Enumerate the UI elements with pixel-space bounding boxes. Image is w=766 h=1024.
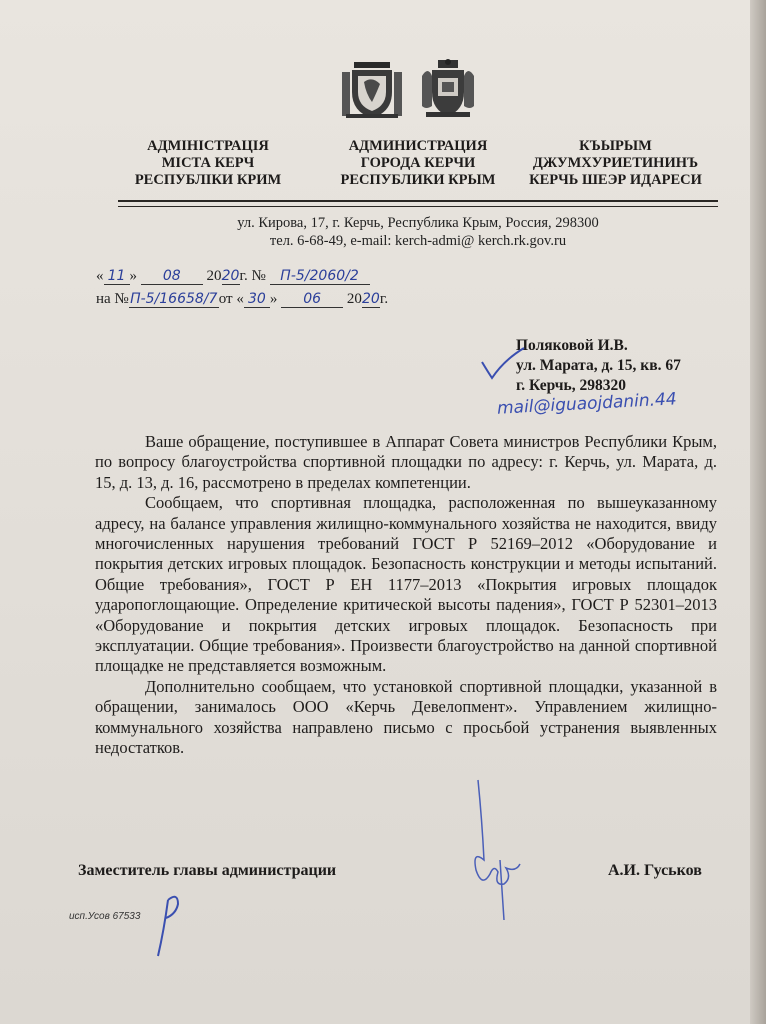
executor-initial-icon	[158, 897, 178, 956]
header-divider-thin	[118, 206, 718, 207]
header-crh-line: ДЖУМХУРИЕТИНИНЪ	[532, 155, 699, 171]
year-prefix: 20	[206, 268, 222, 284]
quote-close: »	[129, 268, 137, 284]
reference-line	[96, 291, 388, 308]
reference-number: П-5/16658/7	[130, 291, 218, 307]
recipient-city: г. Керчь, 298320	[516, 377, 626, 394]
quote-open: «	[96, 268, 104, 284]
header-ru-line: ГОРОДА КЕРЧИ	[360, 155, 476, 171]
header-uk-line: АДМІНІСТРАЦІЯ	[147, 138, 269, 154]
outgoing-month: 08	[141, 268, 203, 285]
header-ukrainian	[118, 138, 298, 189]
paper-edge	[750, 0, 766, 1024]
outgoing-number: П-5/2060/2	[270, 268, 370, 285]
executor-note: исп.Усов 67533	[69, 911, 141, 922]
header-uk-line: РЕСПУБЛІКИ КРИМ	[134, 172, 282, 188]
body-paragraph: Ваше обращение, поступившее в Аппарат Совета министров Республики Крым, по вопросу благоустройства спортивной площадки по адресу: г. Керчь, ул. Марата, д. 15, д. 13, д. 16, рассмотрено в пределах компетенции.	[95, 432, 717, 492]
body-paragraph: Дополнительно сообщаем, что установкой спортивной площадки, указанной в обращении, занималось ООО «Керчь Девелопмент». Управлением жилищно-коммунального хозяйства направлено письмо с просьбой устранения выявленных недостатков.	[95, 676, 717, 758]
reference-month: 06	[281, 291, 343, 308]
ref-prefix: на №	[96, 291, 129, 307]
signatory-name: А.И. Гуськов	[608, 862, 702, 879]
header-crh-line: КЕРЧЬ ШЕЭР ИДАРЕСИ	[529, 172, 702, 188]
kerch-coat-of-arms-icon	[418, 58, 478, 120]
recipient-street: ул. Марата, д. 15, кв. 67	[516, 357, 681, 374]
crimea-coat-of-arms-icon	[340, 58, 404, 120]
year-tail: г. №	[239, 268, 266, 284]
reference-day: 30	[244, 291, 270, 308]
header-crimean-tatar	[508, 138, 723, 189]
header-russian	[318, 138, 518, 189]
header-ru-line: РЕСПУБЛИКИ КРЫМ	[340, 172, 496, 188]
signature-icon	[475, 780, 520, 920]
outgoing-date-line	[96, 268, 370, 285]
recipient-email-handwritten: mail@iguaojdanin.44	[496, 389, 678, 419]
contact-line: тел. 6-68-49, e-mail: kerch-admi@ kerch.rk.gov.ru	[269, 233, 567, 249]
header-divider-thick	[118, 200, 718, 202]
ref-from: от «	[218, 291, 244, 307]
body-paragraph: Сообщаем, что спортивная площадка, расположенная по вышеуказанному адресу, на балансе управления жилищно-коммунального хозяйства не находится, ввиду многочисленных нарушения требований ГОСТ Р 52169–2012 «Оборудование и покрытия детских игровых площадок. Безопасность конструкции и методы испытаний. Общие требования», ГОСТ Р ЕН 1177–2013 «Покрытия игровых площадок ударопоглощающие. Определение критической высоты падения», ГОСТ Р 52301–2013 «Оборудование и покрытия детских игровых площадок. Безопасность при эксплуатации. Общие требования». Произвести благоустройство на данной спортивной площадке не представляется возможным.	[95, 493, 717, 676]
outgoing-day: 11	[104, 268, 130, 285]
header-ru-line: АДМИНИСТРАЦИЯ	[348, 138, 488, 154]
header-uk-line: МІСТА КЕРЧ	[161, 155, 255, 171]
year-prefix: 20	[346, 291, 362, 307]
recipient-block	[516, 336, 681, 396]
signatory-title: Заместитель главы администрации	[78, 862, 337, 879]
letter-body	[95, 432, 717, 759]
year-tail: г.	[379, 291, 389, 307]
header-crh-line: КЪЫРЫМ	[579, 138, 652, 154]
recipient-name: Поляковой И.В.	[516, 337, 628, 354]
address-line: ул. Кирова, 17, г. Керчь, Республика Крым, Россия, 298300	[237, 215, 599, 231]
reference-year: 20	[361, 291, 380, 307]
quote-close: »	[269, 291, 278, 307]
outgoing-year: 20	[221, 268, 240, 284]
